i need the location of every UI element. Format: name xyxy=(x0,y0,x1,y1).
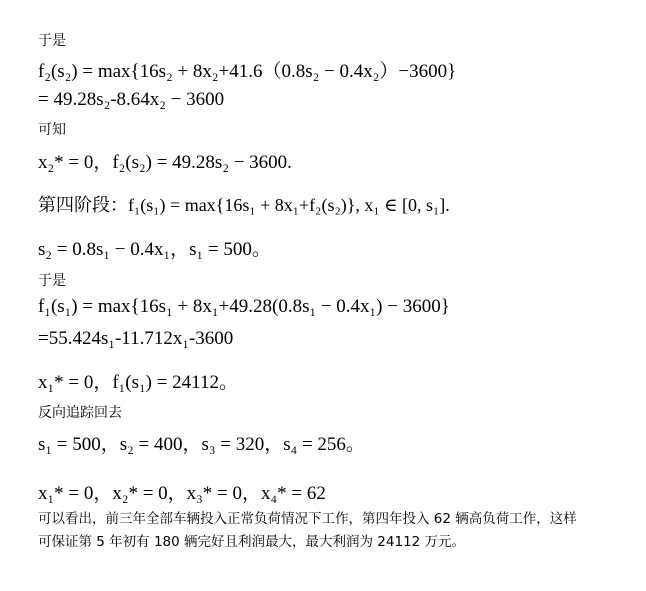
equation-stage-four: 第四阶段：f₁(s₁) = max{16s₁ + 8x₁+f₂(s₂)}, x₁ ∈ [0, s₁]. xyxy=(38,195,450,215)
equation-decisions: x₁* = 0，x₂* = 0，x₃* = 0，x₄* = 62 xyxy=(38,483,326,504)
conclusion-line-2: 可保证第 5 年初有 180 辆完好且利润最大，最大利润为 24112 万元。 xyxy=(38,534,466,550)
text-line-backtrack: 反向追踪回去 xyxy=(38,405,122,421)
text-line-yushi-2: 于是 xyxy=(38,273,66,289)
equation-x2-optimal: x₂* = 0，f₂(s₂) = 49.28s₂ − 3600. xyxy=(38,152,292,173)
conclusion-paragraph xyxy=(38,508,628,554)
equation-s2-relation: s₂ = 0.8s₁ − 0.4x₁，s₁ = 500。 xyxy=(38,239,271,260)
equation-f2-max: f₂(s₂) = max{16s₂ + 8x₂+41.6（0.8s₂ − 0.4x₂）−3600} xyxy=(38,61,457,82)
equation-f1-max: f₁(s₁) = max{16s₁ + 8x₁+49.28(0.8s₁ − 0.4x₁) − 3600} xyxy=(38,296,450,317)
conclusion-line-1: 可以看出，前三年全部车辆投入正常负荷情况下工作，第四年投入 62 辆高负荷工作，这样 xyxy=(38,511,577,527)
equation-states: s₁ = 500，s₂ = 400，s₃ = 320，s₄ = 256。 xyxy=(38,434,365,455)
text-line-yushi-1: 于是 xyxy=(38,33,66,49)
equation-f2-simplified: = 49.28s₂-8.64x₂ − 3600 xyxy=(38,89,225,110)
equation-x1-optimal: x₁* = 0，f₁(s₁) = 24112。 xyxy=(38,372,238,393)
equation-f1-simplified: =55.424s₁-11.712x₁-3600 xyxy=(38,328,234,349)
text-line-kezhi: 可知 xyxy=(38,122,66,138)
